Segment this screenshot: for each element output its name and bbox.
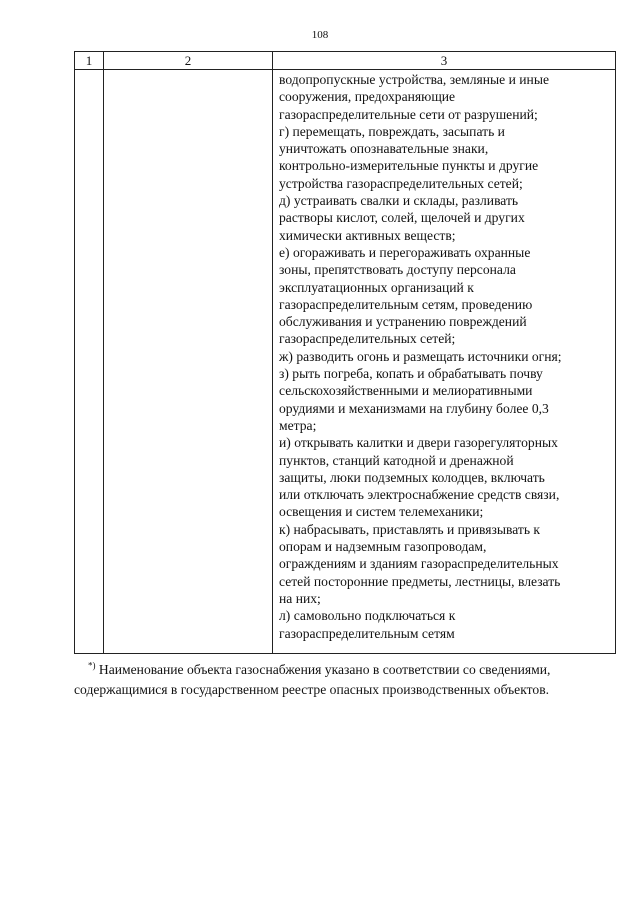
text-line: л) самовольно подключаться к: [279, 608, 456, 624]
text-line: на них;: [279, 590, 321, 606]
text-line: газораспределительным сетям: [279, 625, 455, 641]
text-line: з) рыть погреба, копать и обрабатывать почву: [279, 366, 543, 382]
text-line: газораспределительные сети от разрушений;: [279, 106, 538, 122]
table-cell-col1: [75, 70, 104, 654]
text-line: е) огораживать и перегораживать охранные: [279, 244, 531, 260]
text-line: д) устраивать свалки и склады, разливать: [279, 193, 519, 209]
text-line: защиты, люки подземных колодцев, включать: [279, 469, 545, 485]
text-line: сетей посторонние предметы, лестницы, влезать: [279, 573, 561, 589]
prohibitions-list: [279, 71, 612, 642]
text-line: обслуживания и устранению повреждений: [279, 314, 527, 330]
text-line: освещения и систем телемеханики;: [279, 504, 484, 520]
text-line: зоны, препятствовать доступу персонала: [279, 262, 516, 278]
footnote-line-1: [74, 660, 619, 680]
text-line: растворы кислот, солей, щелочей и других: [279, 210, 525, 226]
text-line: метра;: [279, 417, 317, 433]
text-line: орудиями и механизмами на глубину более 0,3: [279, 400, 549, 416]
text-line: газораспределительным сетям, проведению: [279, 296, 533, 312]
table-cell-col2: [104, 70, 273, 654]
text-line: сооружения, предохраняющие: [279, 89, 456, 105]
text-line: сельскохозяйственными и мелиоративными: [279, 383, 533, 399]
text-line: ж) разводить огонь и размещать источники огня;: [279, 348, 562, 364]
table-row: [75, 70, 616, 654]
text-line: газораспределительных сетей;: [279, 331, 456, 347]
text-line: контрольно-измерительные пункты и другие: [279, 158, 539, 174]
text-line: водопропускные устройства, земляные и иные: [279, 72, 549, 87]
text-line: опорам и надземным газопроводам,: [279, 539, 487, 555]
text-line: химически активных веществ;: [279, 227, 456, 243]
text-line: или отключать электроснабжение средств связи,: [279, 487, 560, 503]
text-line: пунктов, станций катодной и дренажной: [279, 452, 514, 468]
column-header-1: 1: [75, 52, 104, 70]
footnote-line-2: содержащимися в государственном реестре опасных производственных объектов.: [74, 682, 550, 697]
text-line: г) перемещать, повреждать, засыпать и: [279, 123, 505, 139]
text-line: устройства газораспределительных сетей;: [279, 175, 523, 191]
column-header-3: 3: [273, 52, 616, 70]
table-header-row: [75, 52, 616, 70]
footnote-marker: *): [88, 660, 96, 671]
text-line: уничтожать опознавательные знаки,: [279, 141, 489, 157]
content-table: [74, 51, 616, 654]
text-line: к) набрасывать, приставлять и привязывать к: [279, 521, 541, 537]
footnote: [74, 660, 619, 700]
column-header-2: 2: [104, 52, 273, 70]
text-line: ограждениям и зданиям газораспределительных: [279, 556, 559, 572]
text-line: и) открывать калитки и двери газорегуляторных: [279, 435, 558, 451]
footnote-text-1: Наименование объекта газоснабжения указано в соответствии со сведениями,: [98, 662, 551, 677]
table-cell-col3: [273, 70, 616, 654]
page-number: 108: [311, 29, 329, 41]
text-line: эксплуатационных организаций к: [279, 279, 474, 295]
